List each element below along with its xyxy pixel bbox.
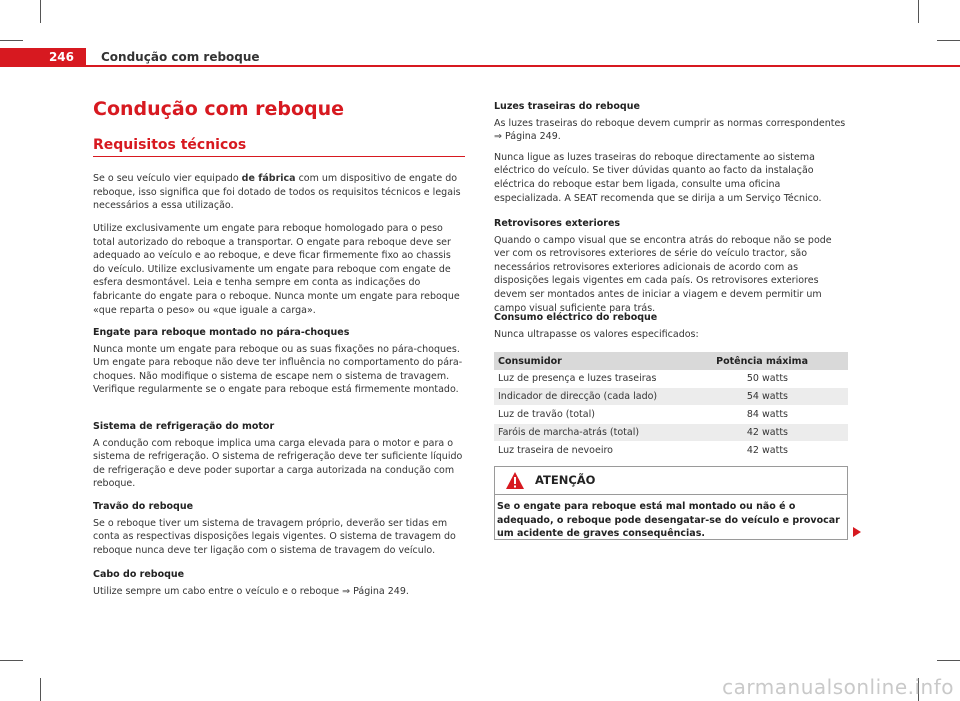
table-cell: 42 watts [689,424,848,442]
section-text: Quando o campo visual que se encontra atrás do reboque não se pode ver com os retrovisores exteriores de série do veículo tractor, são necessários retrovisores exteriores adicionais de acordo com as disposições legais vigentes em cada país. Os retrovisores exteriores devem ser montados antes de iniciar a viagem e devem permitir um campo visual suficiente para trás. [494,234,832,314]
table-cell: 54 watts [689,388,848,406]
table-header-row [494,352,848,370]
section-text: Utilize sempre um cabo entre o veículo e o reboque ⇒ Página 249. [93,585,409,597]
running-title: Condução com reboque [101,50,260,64]
table-row [494,424,848,442]
table-cell: Luz de travão (total) [494,406,689,424]
crop-mark [937,660,960,661]
section-heading: Cabo do reboque [93,569,185,580]
crop-mark [0,660,23,661]
intro-paragraph: Se o seu veículo vier equipado de fábrica com um dispositivo de engate do reboque, isso significa que foi dotado de todos os requisitos técnicos e legais necessários a essa utilização. [93,173,461,212]
page-title: Condução com reboque [93,98,345,120]
section-consumption [494,311,848,341]
table-cell: 50 watts [689,370,848,388]
column-header: Potência máxima [689,352,848,370]
section-heading: Retrovisores exteriores [494,218,621,229]
section-bumper [93,326,463,397]
section-cable [93,568,463,598]
table-row [494,406,848,424]
crop-mark [0,40,23,41]
crop-mark [40,678,41,701]
column-header: Consumidor [494,352,689,370]
section-text: Nunca monte um engate para reboque ou as suas fixações no pára-choques. Um engate para reboque não deve ter influência no comportamento do pára-choques. Não modifique o sistema de escape nem o sistema de travagem. Verifique regularmente se o engate para reboque está firmemente montado. [93,343,463,396]
section-text: Nunca ligue as luzes traseiras do reboque directamente ao sistema eléctrico do veículo. Se tiver dúvidas quanto ao facto da instalação eléctrica do reboque estar bem ligada, consulte uma oficina especializada. A SEAT recomenda que se dirija a um Serviço Técnico. [494,151,822,204]
table-row [494,442,848,460]
subtitle-rule [93,156,465,157]
crop-mark [937,40,960,41]
section-subtitle: Requisitos técnicos [93,137,247,153]
warning-title: ATENÇÃO [535,473,596,487]
section-heading: Engate para reboque montado no pára-choques [93,327,350,338]
section-heading: Luzes traseiras do reboque [494,101,640,112]
table-cell: 84 watts [689,406,848,424]
section-mirrors [494,217,848,315]
section-heading: Sistema de refrigeração do motor [93,421,275,432]
warning-box [494,466,848,540]
crop-mark [918,0,919,23]
section-text: Se o reboque tiver um sistema de travagem próprio, deverão ser tidas em conta as respectivas disposições legais vigentes. O sistema de travagem do reboque nunca deve ter ligação com o sistema de travagem do veículo. [93,517,456,556]
table-cell: Indicador de direcção (cada lado) [494,388,689,406]
watermark: carmanualsonline.info [722,675,954,699]
section-text: Nunca ultrapasse os valores especificados: [494,328,699,340]
warning-text: Se o engate para reboque está mal montado ou não é o adequado, o reboque pode desengatar-se do veículo e provocar um acidente de graves consequências. [497,501,840,540]
table-cell: Luz de presença e luzes traseiras [494,370,689,388]
power-table [494,352,848,460]
paragraph-2: Utilize exclusivamente um engate para reboque homologado para o peso total autorizado do reboque a transportar. O engate para reboque deve ser adequado ao veículo e ao reboque, e deve ficar firmemente fixo ao chassis do veículo. Utilize exclusivamente um engate para reboque com engate de esfera desmontável. Leia e tenha sempre em conta as indicações do fabricante do engate para o reboque. Nunca monte um engate para reboque «que reparta o peso» ou «que iguale a carga». [93,223,460,316]
table-cell: Faróis de marcha-atrás (total) [494,424,689,442]
crop-mark [40,0,41,23]
table-row [494,388,848,406]
section-text: As luzes traseiras do reboque devem cumprir as normas correspondentes ⇒ Página 249. [494,117,846,143]
warning-triangle-icon [505,471,525,490]
continue-arrow-icon [852,526,862,538]
section-heading: Travão do reboque [93,501,194,512]
page-number: 246 [0,48,86,67]
table-cell: 42 watts [689,442,848,460]
intro-bold: de fábrica [241,173,296,184]
section-cooling [93,420,463,491]
section-heading: Consumo eléctrico do reboque [494,312,658,323]
section-text: A condução com reboque implica uma carga elevada para o motor e para o sistema de refrigeração. O sistema de refrigeração deve ter suficiente líquido de refrigeração e deve poder suportar a carga autorizada na condução com reboque. [93,437,463,490]
warning-header [495,467,847,495]
table-row [494,370,848,388]
table-cell: Luz traseira de nevoeiro [494,442,689,460]
section-rear-lights [494,100,848,205]
section-trailer-brake [93,500,463,557]
